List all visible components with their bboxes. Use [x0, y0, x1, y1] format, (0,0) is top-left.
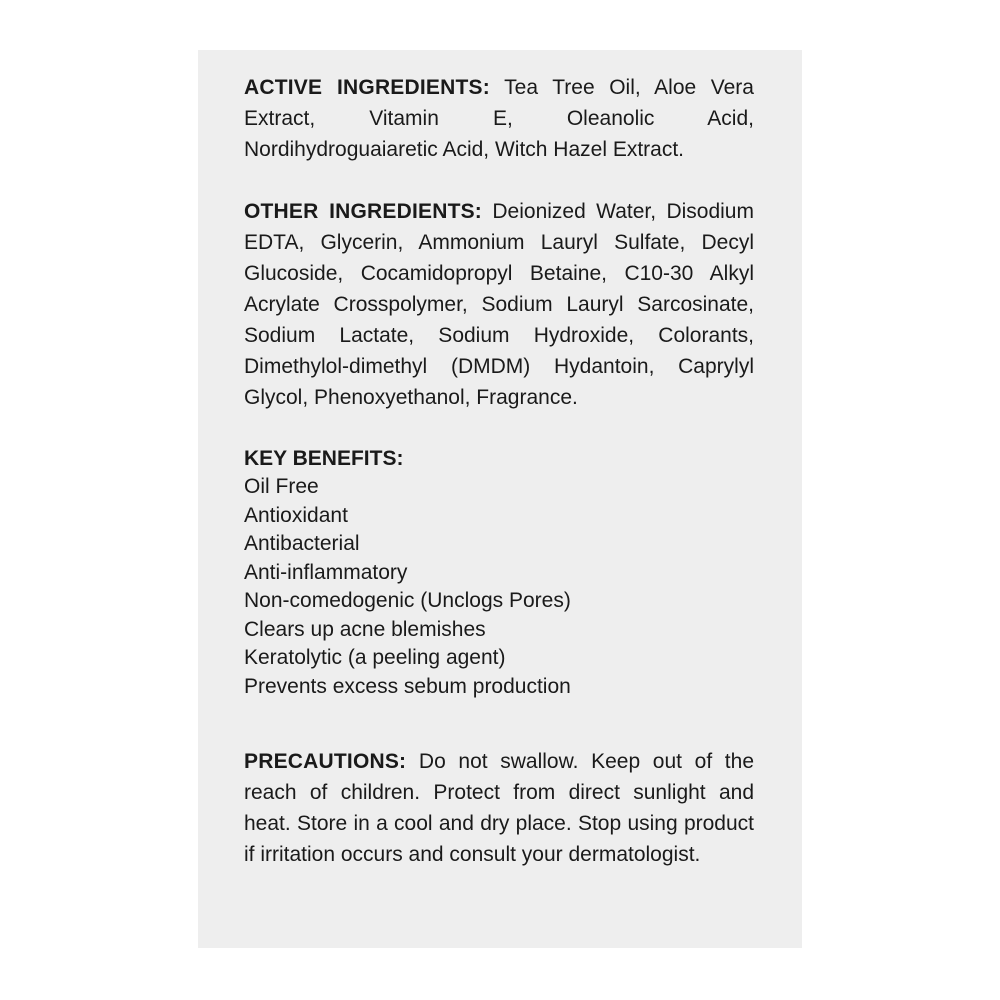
key-benefits-section [244, 444, 754, 701]
other-ingredients-heading: OTHER INGREDIENTS: [244, 200, 482, 223]
product-label [198, 50, 802, 948]
key-benefits-heading: KEY BENEFITS: [244, 447, 404, 470]
key-benefits-list [244, 473, 754, 701]
precautions-heading: PRECAUTIONS: [244, 750, 407, 773]
other-ingredients-section [244, 196, 754, 413]
active-ingredients-text: Tea Tree Oil, Aloe Vera Extract, Vitamin E, Oleanolic Acid, Nordihydroguaiaretic Acid, Witch Hazel Extract. [244, 76, 754, 161]
precautions-text: Do not swallow. Keep out of the reach of children. Protect from direct sunlight and heat. Store in a cool and dry place. Stop using product if irritation occurs and consult your dermatologist. [244, 750, 754, 866]
benefit-item: Clears up acne blemishes [244, 617, 486, 641]
label-content [244, 72, 754, 870]
benefit-item: Antioxidant [244, 503, 348, 527]
benefit-item: Antibacterial [244, 532, 360, 555]
precautions-section [244, 746, 754, 870]
benefit-item: Oil Free [244, 475, 319, 498]
benefit-item: Prevents excess sebum production [244, 674, 571, 698]
active-ingredients-section [244, 72, 754, 165]
active-ingredients-heading: ACTIVE INGREDIENTS: [244, 76, 490, 99]
benefit-item: Anti-inflammatory [244, 560, 408, 584]
benefit-item: Non-comedogenic (Unclogs Pores) [244, 589, 571, 612]
benefit-item: Keratolytic (a peeling agent) [244, 646, 506, 669]
other-ingredients-text: Deionized Water, Disodium EDTA, Glycerin, Ammonium Lauryl Sulfate, Decyl Glucoside, Cocamidopropyl Betaine, C10-30 Alkyl Acrylate Crosspolymer, Sodium Lauryl Sarcosinate, Sodium Lactate, Sodium Hydroxide, Colorants, Dimethylol-dimethyl (DMDM) Hydantoin, Caprylyl Glycol, Phenoxyethanol, Fragrance. [244, 200, 754, 409]
